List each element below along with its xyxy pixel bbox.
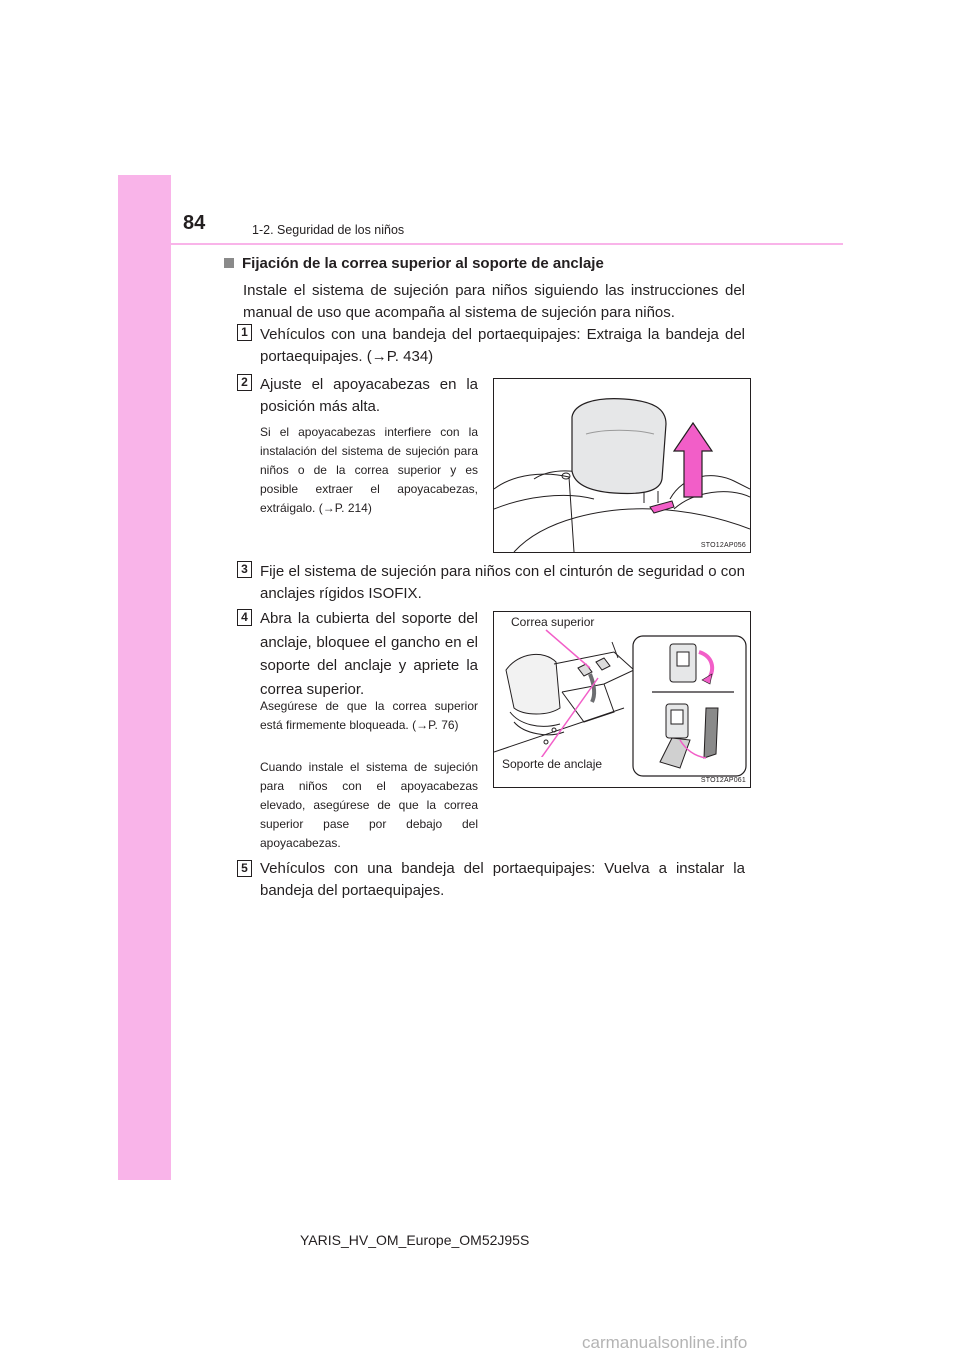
watermark: carmanualsonline.info [582,1333,748,1352]
step-2-note: Si el apoyacabezas interfiere con la instalación del sistema de sujeción para niños o de la correa superior y es posible extraer el apoyacabezas, extráigalo. (→P. 214) [260,425,478,515]
step-1-text: Vehículos con una bandeja del portaequipajes: Extraiga la bandeja del portaequipajes. (→P. 434) [260,326,745,365]
subsection-heading [224,255,604,272]
step-2-number: 2 [237,374,252,391]
intro-paragraph: Instale el sistema de sujeción para niños siguiendo las instrucciones del manual de uso que acompaña al sistema de sujeción para niños. [243,282,745,321]
heading-text: Fijación de la correa superior al soporte de anclaje [242,255,604,272]
step-4-text: Abra la cubierta del soporte del anclaje, bloquee el gancho en el soporte del anclaje y apriete la correa superior. [260,610,478,698]
step-2-text: Ajuste el apoyacabezas en la posición más alta. [260,376,478,415]
step-5-text: Vehículos con una bandeja del portaequipajes: Vuelva a instalar la bandeja del portaequipajes. [260,860,745,899]
step-4-note-2: Cuando instale el sistema de sujeción para niños con el apoyacabezas elevado, asegúrese de que la correa superior pase por debajo del apoyacabezas. [260,760,478,850]
step-1-number: 1 [237,324,252,341]
figure-code-headrest: STO12AP056 [700,542,746,549]
page-number: 84 [183,212,206,234]
callout-anchor-bracket: Soporte de anclaje [502,757,603,771]
step-4-note-1: Asegúrese de que la correa superior está firmemente bloqueada. (→P. 76) [260,699,478,732]
callout-top-tether: Correa superior [511,615,595,629]
side-color-bar [118,175,171,1180]
figure-code-anchor: STO12AP061 [700,777,746,784]
square-bullet-icon [224,258,234,268]
step-4-number: 4 [237,609,252,626]
anchor-figure [493,611,751,788]
section-title: 1-2. Seguridad de los niños [252,223,405,237]
step-3-text: Fije el sistema de sujeción para niños con el cinturón de seguridad o con anclajes rígidos ISOFIX. [260,563,745,602]
headrest-illustration [494,379,750,552]
step-3-number: 3 [237,561,252,578]
document-footer: YARIS_HV_OM_Europe_OM52J95S [300,1232,530,1248]
headrest-figure [493,378,751,553]
header-rule [171,243,843,245]
step-5-number: 5 [237,860,252,877]
